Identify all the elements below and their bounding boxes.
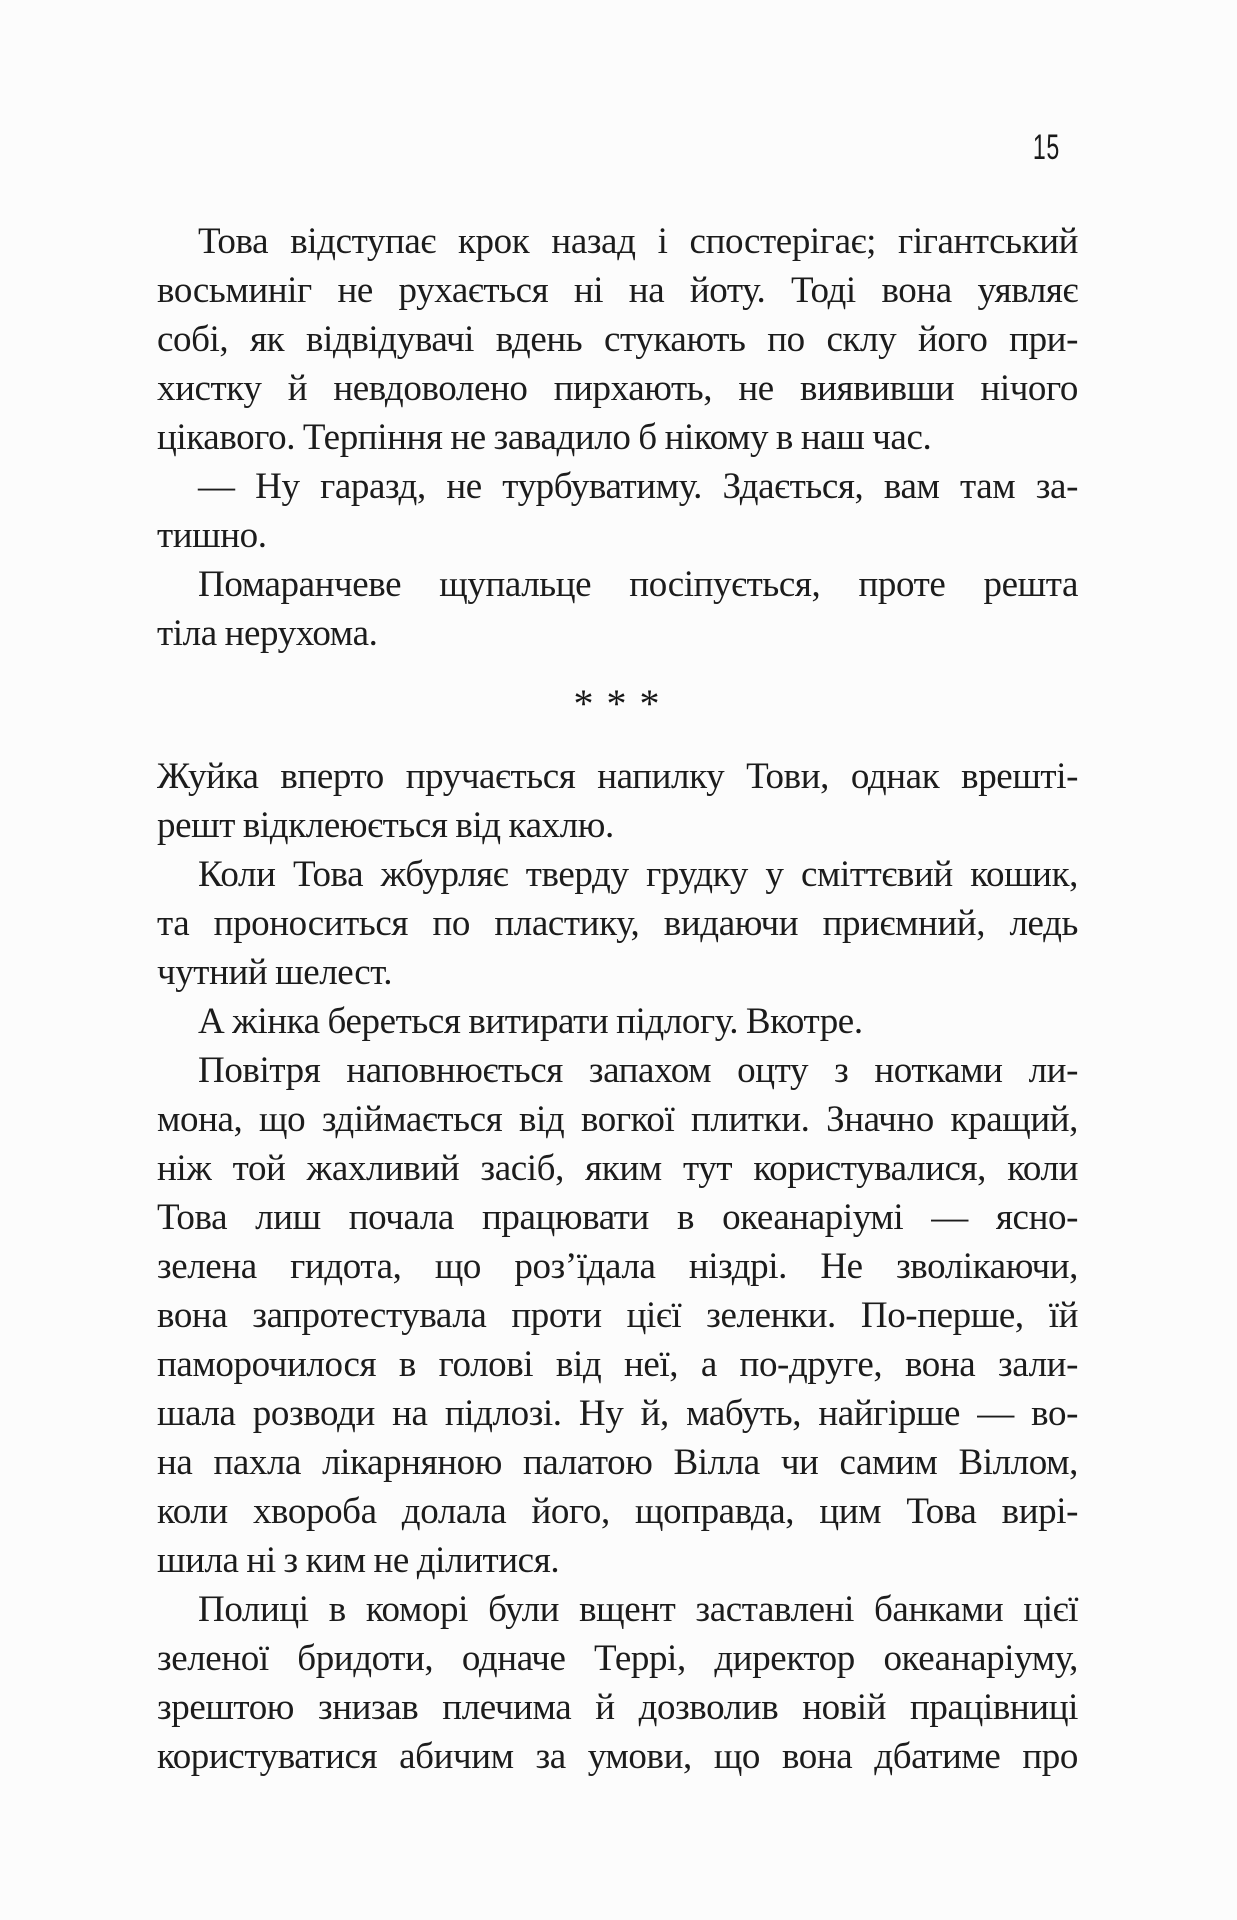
text-line: чутний шелест. <box>157 952 393 993</box>
text-line: шила ні з ким не ділитися. <box>157 1540 560 1581</box>
paragraph <box>157 462 1078 560</box>
text-line: цікавого. Терпіння не завадило б нікому в наш час. <box>157 417 932 458</box>
paragraph <box>157 752 1078 850</box>
text-line: Коли Това жбурляє тверду грудку у сміттєвий кошик, <box>198 854 1078 895</box>
text-line: Това відступає крок назад і спостерігає; гігантський <box>198 221 1078 262</box>
scene-break-separator: * * * <box>573 681 662 726</box>
text-line: хистку й невдоволено пирхають, не виявивши нічого <box>157 368 1078 409</box>
text-line: користуватися абичим за умови, що вона дбатиме про <box>157 1736 1078 1777</box>
page-number: 15 <box>1032 128 1060 167</box>
text-line: зрештою знизав плечима й дозволив новій працівниці <box>157 1687 1078 1728</box>
text-line: Повітря наповнюється запахом оцту з нотками ли- <box>198 1050 1078 1091</box>
text-line: решт відклеюється від кахлю. <box>157 805 614 846</box>
text-line: Помаранчеве щупальце посіпується, проте решта <box>198 564 1078 605</box>
text-line: мона, що здіймається від вогкої плитки. Значно кращий, <box>157 1099 1078 1140</box>
text-line: та проноситься по пластику, видаючи приємний, ледь <box>157 903 1078 944</box>
paragraph <box>157 997 1078 1046</box>
text-line: зелена гидота, що роз’їдала ніздрі. Не зволікаючи, <box>157 1246 1078 1287</box>
paragraph <box>157 560 1078 658</box>
text-line: Полиці в коморі були вщент заставлені банками цієї <box>198 1589 1078 1630</box>
text-line: на пахла лікарняною палатою Вілла чи самим Віллом, <box>157 1442 1078 1483</box>
paragraph <box>157 1046 1078 1585</box>
text-line: вона запротестувала проти цієї зеленки. По-перше, їй <box>157 1295 1078 1336</box>
page-text <box>157 217 1078 1781</box>
text-line: паморочилося в голові від неї, а по-друге, вона зали- <box>157 1344 1078 1385</box>
text-line: — Ну гаразд, не турбуватиму. Здається, вам там за- <box>198 466 1078 507</box>
paragraph <box>157 217 1078 462</box>
text-line: Това лиш почала працювати в океанаріумі — ясно- <box>157 1197 1078 1238</box>
paragraph <box>157 850 1078 997</box>
text-line: шала розводи на підлозі. Ну й, мабуть, найгірше — во- <box>157 1393 1078 1434</box>
text-line: зеленої бридоти, одначе Террі, директор океанаріуму, <box>157 1638 1078 1679</box>
text-line: восьминіг не рухається ні на йоту. Тоді вона уявляє <box>157 270 1078 311</box>
paragraph <box>157 1585 1078 1781</box>
text-line: коли хвороба долала його, щоправда, цим Това вирі- <box>157 1491 1078 1532</box>
text-line: ніж той жахливий засіб, яким тут користувалися, коли <box>157 1148 1078 1189</box>
text-line: тишно. <box>157 515 267 556</box>
text-line: А жінка береться витирати підлогу. Вкотре. <box>198 1001 863 1042</box>
text-line: тіла нерухома. <box>157 613 378 654</box>
text-line: Жуйка вперто пручається напилку Тови, однак врешті- <box>157 756 1078 797</box>
text-line: собі, як відвідувачі вдень стукають по склу його при- <box>157 319 1078 360</box>
